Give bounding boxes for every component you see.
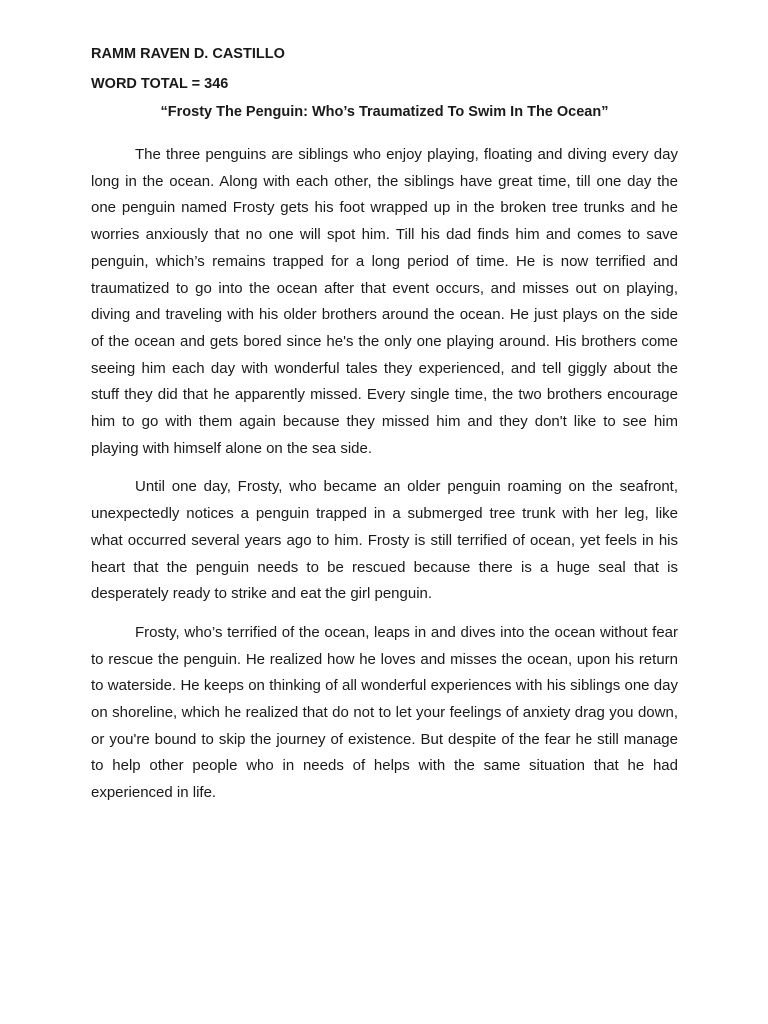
paragraph-3: Frosty, who’s terrified of the ocean, leaps in and dives into the ocean without fear to rescue the penguin. He realized how he loves and misses the ocean, upon his return to waterside. He keeps on thinking of all wonderful experiences with his siblings one day on shoreline, which he realized that do not to let your feelings of anxiety drag you down, or you're bound to skip the journey of existence. But despite of the fear he still manage to help other people who in needs of helps with the same situation that he had experienced in life. <box>91 623 678 802</box>
author-name: RAMM RAVEN D. CASTILLO <box>91 46 285 62</box>
paragraph-2: Until one day, Frosty, who became an older penguin roaming on the seafront, unexpectedly notices a penguin trapped in a submerged tree trunk with her leg, like what occurred several years ago to him. Frosty is still terrified of ocean, yet feels in his heart that the penguin needs to be rescued because there is a huge seal that is desperately ready to strike and eat the girl penguin. <box>91 478 678 603</box>
document-page <box>91 44 678 819</box>
essay-body <box>91 142 678 807</box>
paragraph-1: The three penguins are siblings who enjoy playing, floating and diving every day long in the ocean. Along with each other, the siblings have great time, till one day the one penguin named Frosty gets his foot wrapped up in the broken tree trunks and he worries anxiously that no one will spot him. Till his dad finds him and comes to save penguin, which’s remains trapped for a long period of time. He is now terrified and traumatized to go into the ocean after that event occurs, and misses out on playing, diving and traveling with his older brothers around the ocean. He just plays on the side of the ocean and gets bored since he's the only one playing around. His brothers come seeing him each day with wonderful tales they experienced, and tell giggly about the stuff they did that he apparently missed. Every single time, the two brothers encourage him to go with them again because they missed him and they don't like to see him playing with himself alone on the sea side. <box>91 146 678 457</box>
word-total: WORD TOTAL = 346 <box>91 76 229 92</box>
essay-title: “Frosty The Penguin: Who’s Traumatized To Swim In The Ocean” <box>160 104 609 120</box>
